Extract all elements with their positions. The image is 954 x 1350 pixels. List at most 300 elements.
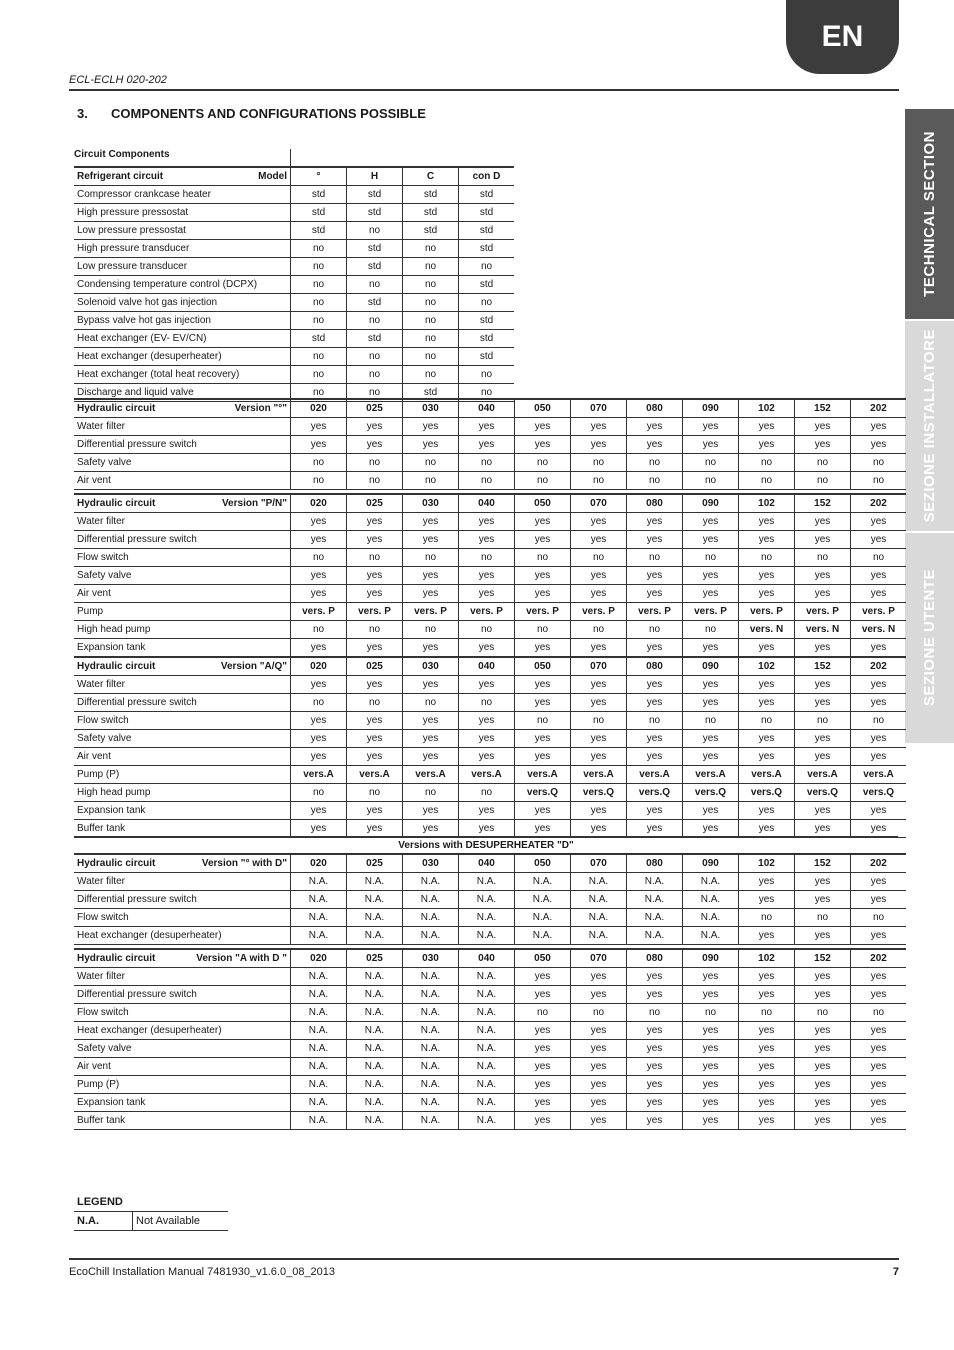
- row-label: Flow switch: [74, 1004, 291, 1022]
- cell-value: yes: [683, 1112, 739, 1130]
- cell-value: vers. N: [851, 621, 907, 639]
- cell-value: yes: [739, 873, 795, 891]
- header-right-label: Version "° with D": [201, 858, 287, 869]
- cell-value: std: [459, 204, 515, 222]
- cell-value: yes: [795, 639, 851, 657]
- cell-value: no: [683, 712, 739, 730]
- cell-value: yes: [291, 712, 347, 730]
- column-header: 090: [683, 399, 739, 418]
- refrigerant-circuit-table: [74, 166, 514, 402]
- header-label-cell: [74, 657, 291, 676]
- cell-value: no: [403, 549, 459, 567]
- cell-value: no: [291, 258, 347, 276]
- table-row: [74, 676, 906, 694]
- legend: [74, 1196, 228, 1231]
- side-tab-technical[interactable]: [905, 109, 954, 319]
- row-label: Heat exchanger (EV- EV/CN): [74, 330, 291, 348]
- cell-value: yes: [795, 1040, 851, 1058]
- cell-value: yes: [291, 436, 347, 454]
- cell-value: vers.Q: [683, 784, 739, 802]
- row-label: Heat exchanger (desuperheater): [74, 927, 291, 945]
- cell-value: N.A.: [403, 1040, 459, 1058]
- cell-value: yes: [571, 1094, 627, 1112]
- cell-value: no: [683, 472, 739, 490]
- cell-value: N.A.: [403, 891, 459, 909]
- cell-value: yes: [571, 639, 627, 657]
- cell-value: yes: [683, 1040, 739, 1058]
- cell-value: std: [291, 186, 347, 204]
- cell-value: yes: [627, 1058, 683, 1076]
- cell-value: no: [347, 621, 403, 639]
- header-rule: [69, 89, 899, 91]
- circuit-components-label: Circuit Components: [74, 149, 170, 160]
- cell-value: yes: [627, 1022, 683, 1040]
- cell-value: vers.A: [403, 766, 459, 784]
- cell-value: std: [347, 294, 403, 312]
- cell-value: N.A.: [347, 1004, 403, 1022]
- column-header: 202: [851, 399, 907, 418]
- cell-value: no: [627, 712, 683, 730]
- cell-value: N.A.: [347, 1112, 403, 1130]
- column-header: 102: [739, 854, 795, 873]
- cell-value: yes: [347, 730, 403, 748]
- cell-value: yes: [403, 418, 459, 436]
- cell-value: yes: [739, 418, 795, 436]
- table-row: [74, 454, 906, 472]
- cell-value: yes: [851, 1112, 907, 1130]
- cell-value: no: [795, 549, 851, 567]
- cell-value: no: [403, 621, 459, 639]
- cell-value: no: [627, 454, 683, 472]
- cell-value: yes: [403, 802, 459, 820]
- cell-value: yes: [739, 820, 795, 838]
- header-label-cell: [74, 854, 291, 873]
- cell-value: yes: [571, 585, 627, 603]
- cell-value: yes: [851, 531, 907, 549]
- table-row: [74, 330, 514, 348]
- footer-rule: [69, 1258, 899, 1260]
- table-row: [74, 1040, 906, 1058]
- header-right-label: Model: [258, 171, 287, 182]
- cell-value: yes: [515, 1040, 571, 1058]
- section-title-text: COMPONENTS AND CONFIGURATIONS POSSIBLE: [111, 106, 426, 121]
- cell-value: yes: [515, 531, 571, 549]
- cell-value: std: [403, 204, 459, 222]
- table-row: [74, 186, 514, 204]
- cell-value: yes: [459, 820, 515, 838]
- cell-value: no: [627, 1004, 683, 1022]
- row-label: Safety valve: [74, 730, 291, 748]
- cell-value: no: [403, 312, 459, 330]
- cell-value: no: [683, 549, 739, 567]
- cell-value: no: [627, 472, 683, 490]
- cell-value: N.A.: [347, 1022, 403, 1040]
- cell-value: yes: [403, 730, 459, 748]
- language-tab-en[interactable]: EN: [786, 0, 899, 74]
- cell-value: yes: [571, 418, 627, 436]
- cell-value: yes: [515, 567, 571, 585]
- cell-value: yes: [739, 694, 795, 712]
- column-header: 070: [571, 657, 627, 676]
- cell-value: N.A.: [459, 1094, 515, 1112]
- column-header: 040: [459, 949, 515, 968]
- cell-value: yes: [459, 418, 515, 436]
- header-left-label: Hydraulic circuit: [77, 953, 156, 964]
- cell-value: N.A.: [403, 927, 459, 945]
- cell-value: N.A.: [683, 927, 739, 945]
- cell-value: yes: [739, 730, 795, 748]
- cell-value: N.A.: [403, 1058, 459, 1076]
- table-row: [74, 222, 514, 240]
- row-label: Buffer tank: [74, 820, 291, 838]
- column-header: con D: [459, 167, 515, 186]
- row-label: Flow switch: [74, 909, 291, 927]
- cell-value: vers. P: [571, 603, 627, 621]
- table-header-row: [74, 167, 514, 186]
- cell-value: yes: [851, 1076, 907, 1094]
- cell-value: yes: [795, 986, 851, 1004]
- cell-value: yes: [795, 1112, 851, 1130]
- column-header: 152: [795, 657, 851, 676]
- column-header: 030: [403, 657, 459, 676]
- cell-value: yes: [515, 748, 571, 766]
- cell-value: yes: [795, 1058, 851, 1076]
- cell-value: N.A.: [291, 986, 347, 1004]
- column-header: 202: [851, 949, 907, 968]
- column-header: H: [347, 167, 403, 186]
- column-header: 070: [571, 494, 627, 513]
- page-number: 7: [892, 1266, 899, 1278]
- cell-value: no: [571, 621, 627, 639]
- cell-value: yes: [683, 694, 739, 712]
- cell-value: no: [347, 348, 403, 366]
- side-tab-installatore[interactable]: [905, 321, 954, 531]
- cell-value: N.A.: [403, 873, 459, 891]
- row-label: Heat exchanger (total heat recovery): [74, 366, 291, 384]
- cell-value: yes: [627, 694, 683, 712]
- table-header-row: [74, 494, 906, 513]
- cell-value: no: [683, 1004, 739, 1022]
- cell-value: yes: [515, 1076, 571, 1094]
- cell-value: yes: [403, 436, 459, 454]
- legend-title: LEGEND: [77, 1196, 123, 1208]
- cell-value: yes: [851, 1022, 907, 1040]
- cell-value: no: [851, 454, 907, 472]
- cell-value: vers. P: [683, 603, 739, 621]
- side-tab-utente[interactable]: [905, 533, 954, 743]
- cell-value: no: [571, 1004, 627, 1022]
- table-row: [74, 748, 906, 766]
- cell-value: no: [291, 549, 347, 567]
- table-row: [74, 1076, 906, 1094]
- desuperheater-header: Versions with DESUPERHEATER "D": [74, 836, 898, 855]
- cell-value: no: [739, 712, 795, 730]
- cell-value: yes: [571, 1076, 627, 1094]
- row-label: Heat exchanger (desuperheater): [74, 1022, 291, 1040]
- column-header: 020: [291, 399, 347, 418]
- cell-value: yes: [683, 436, 739, 454]
- hydraulic-version-a-d-table: [74, 948, 906, 1130]
- cell-value: yes: [347, 436, 403, 454]
- cell-value: std: [459, 240, 515, 258]
- cell-value: no: [347, 784, 403, 802]
- header-label-cell: [74, 494, 291, 513]
- cell-value: yes: [739, 986, 795, 1004]
- cell-value: yes: [571, 1112, 627, 1130]
- column-header: 040: [459, 854, 515, 873]
- cell-value: yes: [739, 676, 795, 694]
- row-label: Low pressure transducer: [74, 258, 291, 276]
- cell-value: N.A.: [291, 1112, 347, 1130]
- cell-value: yes: [459, 802, 515, 820]
- header-right-label: Version "°": [234, 403, 287, 414]
- table-header-row: [74, 657, 906, 676]
- cell-value: yes: [851, 820, 907, 838]
- cell-value: std: [347, 240, 403, 258]
- column-header: 090: [683, 494, 739, 513]
- cell-value: std: [459, 222, 515, 240]
- cell-value: no: [403, 276, 459, 294]
- cell-value: N.A.: [571, 873, 627, 891]
- table-row: [74, 927, 906, 945]
- cell-value: no: [347, 366, 403, 384]
- header-right-label: Version "A with D ": [196, 953, 287, 964]
- table-row: [74, 820, 906, 838]
- cell-value: yes: [291, 585, 347, 603]
- cell-value: N.A.: [459, 1076, 515, 1094]
- table-row: [74, 348, 514, 366]
- column-header: °: [291, 167, 347, 186]
- cell-value: N.A.: [627, 927, 683, 945]
- column-header: 020: [291, 494, 347, 513]
- cell-value: yes: [851, 873, 907, 891]
- cell-value: no: [403, 694, 459, 712]
- cell-value: no: [627, 549, 683, 567]
- cell-value: yes: [795, 694, 851, 712]
- cell-value: yes: [571, 1040, 627, 1058]
- cell-value: yes: [459, 531, 515, 549]
- cell-value: yes: [739, 891, 795, 909]
- row-label: Solenoid valve hot gas injection: [74, 294, 291, 312]
- cell-value: no: [459, 258, 515, 276]
- cell-value: yes: [571, 986, 627, 1004]
- hydraulic-version-pn-table: [74, 493, 906, 657]
- row-label: Pump (P): [74, 766, 291, 784]
- cell-value: yes: [347, 820, 403, 838]
- cell-value: N.A.: [683, 873, 739, 891]
- cell-value: yes: [571, 802, 627, 820]
- column-header: 040: [459, 657, 515, 676]
- row-label: Flow switch: [74, 712, 291, 730]
- row-label: Water filter: [74, 676, 291, 694]
- cell-value: yes: [571, 968, 627, 986]
- cell-value: N.A.: [627, 909, 683, 927]
- table-row: [74, 1004, 906, 1022]
- column-header: 080: [627, 657, 683, 676]
- cell-value: yes: [795, 891, 851, 909]
- cell-value: N.A.: [347, 986, 403, 1004]
- header-label-cell: [74, 949, 291, 968]
- column-header: 080: [627, 854, 683, 873]
- cell-value: yes: [515, 802, 571, 820]
- cell-value: no: [291, 294, 347, 312]
- table-header-row: [74, 399, 906, 418]
- cell-value: yes: [683, 418, 739, 436]
- cell-value: vers.Q: [795, 784, 851, 802]
- column-header: 152: [795, 399, 851, 418]
- cell-value: yes: [403, 513, 459, 531]
- column-header: 070: [571, 854, 627, 873]
- cell-value: no: [347, 454, 403, 472]
- header-right-label: Version "P/N": [221, 498, 287, 509]
- header-label-cell: [74, 399, 291, 418]
- cell-value: vers.A: [347, 766, 403, 784]
- cell-value: no: [291, 240, 347, 258]
- row-label: Expansion tank: [74, 802, 291, 820]
- table-row: [74, 1094, 906, 1112]
- cell-value: vers.A: [515, 766, 571, 784]
- cell-value: yes: [795, 927, 851, 945]
- row-label: Water filter: [74, 513, 291, 531]
- table-row: [74, 968, 906, 986]
- cell-value: yes: [515, 730, 571, 748]
- cell-value: yes: [459, 639, 515, 657]
- cell-value: N.A.: [459, 873, 515, 891]
- cell-value: yes: [627, 1040, 683, 1058]
- cell-value: yes: [795, 730, 851, 748]
- cell-value: no: [403, 240, 459, 258]
- cell-value: yes: [851, 968, 907, 986]
- cell-value: vers. P: [459, 603, 515, 621]
- cell-value: no: [851, 909, 907, 927]
- column-header: 030: [403, 494, 459, 513]
- column-header: 020: [291, 657, 347, 676]
- cell-value: std: [347, 258, 403, 276]
- cell-value: yes: [851, 986, 907, 1004]
- cell-value: no: [291, 694, 347, 712]
- header-label-cell: [74, 167, 291, 186]
- cell-value: yes: [795, 676, 851, 694]
- column-header: C: [403, 167, 459, 186]
- cell-value: vers.A: [459, 766, 515, 784]
- column-header: 050: [515, 854, 571, 873]
- row-label: High pressure pressostat: [74, 204, 291, 222]
- cell-value: N.A.: [459, 986, 515, 1004]
- column-header: 202: [851, 494, 907, 513]
- cell-value: yes: [571, 567, 627, 585]
- table-row: [74, 418, 906, 436]
- cell-value: no: [739, 909, 795, 927]
- cell-value: vers.A: [291, 766, 347, 784]
- cell-value: N.A.: [291, 873, 347, 891]
- cell-value: yes: [683, 513, 739, 531]
- cell-value: yes: [347, 567, 403, 585]
- cell-value: vers. P: [795, 603, 851, 621]
- cell-value: yes: [627, 1112, 683, 1130]
- cell-value: vers.A: [739, 766, 795, 784]
- side-tab-label: SEZIONE INSTALLATORE: [921, 329, 938, 523]
- cell-value: yes: [347, 585, 403, 603]
- cell-value: yes: [403, 567, 459, 585]
- cell-value: std: [459, 312, 515, 330]
- cell-value: yes: [347, 531, 403, 549]
- row-label: Safety valve: [74, 567, 291, 585]
- cell-value: no: [739, 1004, 795, 1022]
- column-header: 070: [571, 949, 627, 968]
- cell-value: N.A.: [403, 909, 459, 927]
- cell-value: yes: [851, 676, 907, 694]
- cell-value: no: [459, 784, 515, 802]
- table-row: [74, 531, 906, 549]
- cell-value: N.A.: [571, 909, 627, 927]
- cell-value: yes: [515, 513, 571, 531]
- cell-value: yes: [571, 730, 627, 748]
- table-row: [74, 712, 906, 730]
- cell-value: no: [515, 1004, 571, 1022]
- cell-value: yes: [851, 1058, 907, 1076]
- row-label: Low pressure pressostat: [74, 222, 291, 240]
- cell-value: N.A.: [459, 1112, 515, 1130]
- cell-value: N.A.: [291, 1094, 347, 1112]
- cell-value: yes: [683, 531, 739, 549]
- cell-value: yes: [627, 531, 683, 549]
- cell-value: N.A.: [291, 1022, 347, 1040]
- cell-value: yes: [739, 802, 795, 820]
- cell-value: N.A.: [347, 968, 403, 986]
- cell-value: yes: [795, 968, 851, 986]
- cell-value: no: [403, 366, 459, 384]
- row-label: Water filter: [74, 873, 291, 891]
- cell-value: N.A.: [627, 873, 683, 891]
- table-row: [74, 909, 906, 927]
- cell-value: N.A.: [403, 1004, 459, 1022]
- cell-value: vers. N: [739, 621, 795, 639]
- cell-value: yes: [403, 676, 459, 694]
- table-row: [74, 1058, 906, 1076]
- cell-value: no: [795, 909, 851, 927]
- cell-value: yes: [515, 436, 571, 454]
- cell-value: no: [795, 454, 851, 472]
- cell-value: yes: [739, 531, 795, 549]
- cell-value: N.A.: [347, 1040, 403, 1058]
- cell-value: N.A.: [347, 1076, 403, 1094]
- cell-value: N.A.: [571, 927, 627, 945]
- cell-value: vers.A: [683, 766, 739, 784]
- header-left-label: Hydraulic circuit: [77, 498, 156, 509]
- table-row: [74, 567, 906, 585]
- cell-value: yes: [683, 676, 739, 694]
- table-row: [74, 1022, 906, 1040]
- cell-value: no: [515, 549, 571, 567]
- column-header: 050: [515, 949, 571, 968]
- cell-value: yes: [627, 585, 683, 603]
- cell-value: yes: [795, 802, 851, 820]
- cell-value: yes: [795, 531, 851, 549]
- cell-value: N.A.: [515, 909, 571, 927]
- cell-value: yes: [851, 436, 907, 454]
- cell-value: yes: [627, 1076, 683, 1094]
- cell-value: no: [851, 712, 907, 730]
- cell-value: yes: [347, 639, 403, 657]
- cell-value: vers.Q: [515, 784, 571, 802]
- cell-value: yes: [683, 1022, 739, 1040]
- cell-value: vers. P: [739, 603, 795, 621]
- cell-value: yes: [851, 1094, 907, 1112]
- row-label: High head pump: [74, 784, 291, 802]
- cell-value: vers.Q: [627, 784, 683, 802]
- row-label: Bypass valve hot gas injection: [74, 312, 291, 330]
- table-row: [74, 312, 514, 330]
